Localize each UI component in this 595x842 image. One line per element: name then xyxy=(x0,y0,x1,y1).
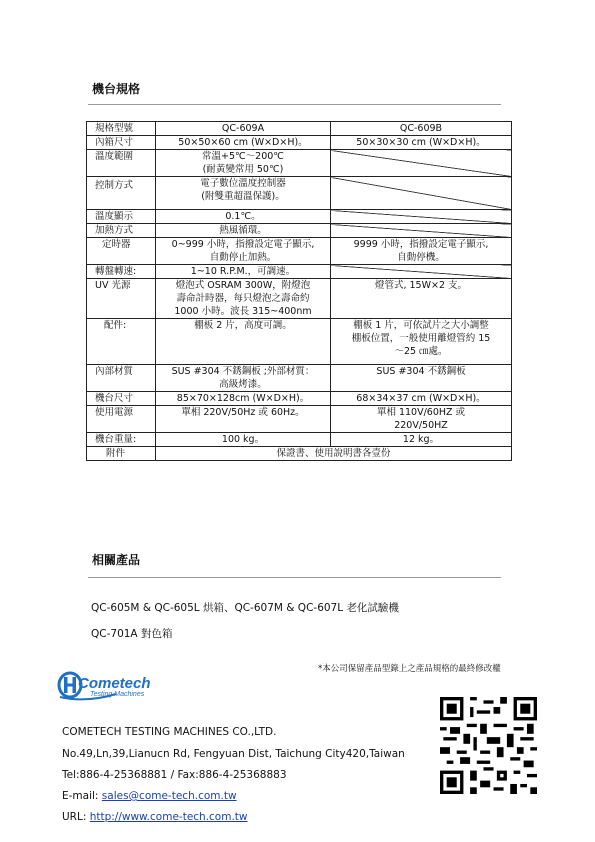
table-row xyxy=(87,122,512,136)
control-line: 電子數位溫度控制器 xyxy=(200,178,286,189)
temp-range-label: 溫度範圍 xyxy=(87,150,156,177)
power-b-line: 220V/50HZ xyxy=(394,420,448,431)
table-row xyxy=(87,210,512,224)
diagonal-empty-cell xyxy=(331,224,512,238)
accessories-b-line: ～25 ㎝處。 xyxy=(394,346,448,357)
weight-b: 12 kg。 xyxy=(331,433,512,447)
url-label: URL: xyxy=(62,811,90,823)
diagonal-empty-cell xyxy=(331,210,512,224)
header-label: 規格型號 xyxy=(87,122,156,136)
spec-section-title: 機台規格 xyxy=(92,82,141,96)
timer-b xyxy=(331,238,512,265)
company-address: No.49,Ln,39,Lianucn Rd, Fengyuan Dist, Taichung City420,Taiwan xyxy=(62,748,405,760)
table-row xyxy=(87,265,512,279)
table-row xyxy=(87,392,512,406)
logo-tagline: Testing Machines xyxy=(90,691,145,698)
logo-name: Cometech xyxy=(78,675,151,692)
table-row xyxy=(87,365,512,392)
inner-size-b: 50×30×30 cm (W×D×H)。 xyxy=(331,136,512,150)
timer-a-line: 0~999 小時，指撥設定電子顯示, xyxy=(171,239,315,250)
rotation-a: 1~10 R.P.M.，可調速。 xyxy=(156,265,331,279)
inner-size-a: 50×50×60 cm (W×D×H)。 xyxy=(156,136,331,150)
temp-display-label: 溫度顯示 xyxy=(87,210,156,224)
accessories-b xyxy=(331,319,512,365)
header-model-a: QC-609A xyxy=(156,122,331,136)
control-a xyxy=(156,177,331,210)
email-label: E-mail: xyxy=(62,790,102,802)
table-row xyxy=(87,447,512,461)
accessories-label: 配件: xyxy=(87,319,156,365)
disclaimer-note: *本公司保留產品型錄上之產品規格的最終修改權 xyxy=(318,664,501,674)
inner-size-label: 內箱尺寸 xyxy=(87,136,156,150)
attachments-value: 保證書、使用說明書各壹份 xyxy=(156,447,512,461)
rotation-label: 轉盤轉速: xyxy=(87,265,156,279)
table-row xyxy=(87,238,512,265)
table-row xyxy=(87,319,512,365)
timer-a-line: 自動停止加熱。 xyxy=(209,252,277,263)
table-row xyxy=(87,224,512,238)
diagonal-empty-cell xyxy=(331,177,512,210)
temp-range-line: 常溫+5℃～200℃ xyxy=(202,151,284,162)
uv-lamp-line: 壽命計時器，每只燈泡之壽命約 xyxy=(176,293,310,304)
uv-lamp-b: 燈管式, 15W×2 支。 xyxy=(331,279,512,319)
machine-size-b: 68×34×37 cm (W×D×H)。 xyxy=(331,392,512,406)
power-b-line: 單相 110V/60HZ 或 xyxy=(376,407,466,418)
inner-material-label: 內部材質 xyxy=(87,365,156,392)
diagonal-empty-cell xyxy=(331,150,512,177)
weight-label: 機台重量: xyxy=(87,433,156,447)
control-line: (附雙重超溫保護)。 xyxy=(201,191,285,202)
timer-label: 定時器 xyxy=(87,238,156,265)
timer-a xyxy=(156,238,331,265)
table-row xyxy=(87,406,512,433)
inner-material-line: 高級烤漆。 xyxy=(219,379,267,390)
attachments-label: 附件 xyxy=(87,447,156,461)
accessories-b-line: 棚板位置，一般使用離燈管約 15 xyxy=(351,333,491,344)
table-row xyxy=(87,150,512,177)
power-a: 單相 220V/50Hz 或 60Hz。 xyxy=(156,406,331,433)
company-phone-fax: Tel:886-4-25368881 / Fax:886-4-25368883 xyxy=(62,769,287,781)
related-item: QC-701A 對色箱 xyxy=(91,628,173,640)
machine-size-a: 85×70×128cm (W×D×H)。 xyxy=(156,392,331,406)
inner-material-a xyxy=(156,365,331,392)
timer-b-line: 自動停機。 xyxy=(397,252,445,263)
power-label: 使用電源 xyxy=(87,406,156,433)
accessories-a: 棚板 2 片，高度可調。 xyxy=(156,319,331,365)
email-link[interactable]: sales@come-tech.com.tw xyxy=(101,790,237,802)
heating-label: 加熱方式 xyxy=(87,224,156,238)
inner-material-b: SUS #304 不銹鋼板 xyxy=(331,365,512,392)
qr-code-icon xyxy=(440,697,537,794)
temp-range-line: (耐黃變常用 50℃) xyxy=(202,164,284,175)
uv-lamp-label: UV 光源 xyxy=(87,279,156,319)
company-email-row xyxy=(62,790,237,802)
temp-display-a: 0.1℃。 xyxy=(156,210,331,224)
heating-a: 熱風循環。 xyxy=(156,224,331,238)
related-item: QC-605M & QC-605L 烘箱、QC-607M & QC-607L 老化試驗機 xyxy=(91,602,399,614)
header-model-b: QC-609B xyxy=(331,122,512,136)
machine-size-label: 機台尺寸 xyxy=(87,392,156,406)
company-name: COMETECH TESTING MACHINES CO.,LTD. xyxy=(62,726,277,738)
table-row xyxy=(87,136,512,150)
related-title-divider xyxy=(88,577,501,578)
uv-lamp-line: 燈泡式 OSRAM 300W，附燈泡 xyxy=(175,280,311,291)
power-b xyxy=(331,406,512,433)
spec-table xyxy=(86,121,512,461)
related-section-title: 相關產品 xyxy=(92,553,141,567)
weight-a: 100 kg。 xyxy=(156,433,331,447)
accessories-b-line: 棚板 1 片，可依試片之大小調整 xyxy=(353,320,489,331)
table-row xyxy=(87,279,512,319)
diagonal-empty-cell xyxy=(331,265,512,279)
company-url-row xyxy=(62,811,248,823)
inner-material-line: SUS #304 不銹鋼板 ;外部材質： xyxy=(171,366,315,377)
uv-lamp-a xyxy=(156,279,331,319)
temp-range-a xyxy=(156,150,331,177)
control-label: 控制方式 xyxy=(87,177,156,210)
spec-title-divider xyxy=(88,104,501,105)
website-link[interactable]: http://www.come-tech.com.tw xyxy=(89,811,248,823)
table-row xyxy=(87,177,512,210)
company-logo xyxy=(56,670,186,704)
uv-lamp-line: 1000 小時。波長 315~400nm xyxy=(174,306,312,317)
timer-b-line: 9999 小時，指撥設定電子顯示, xyxy=(353,239,489,250)
table-row xyxy=(87,433,512,447)
